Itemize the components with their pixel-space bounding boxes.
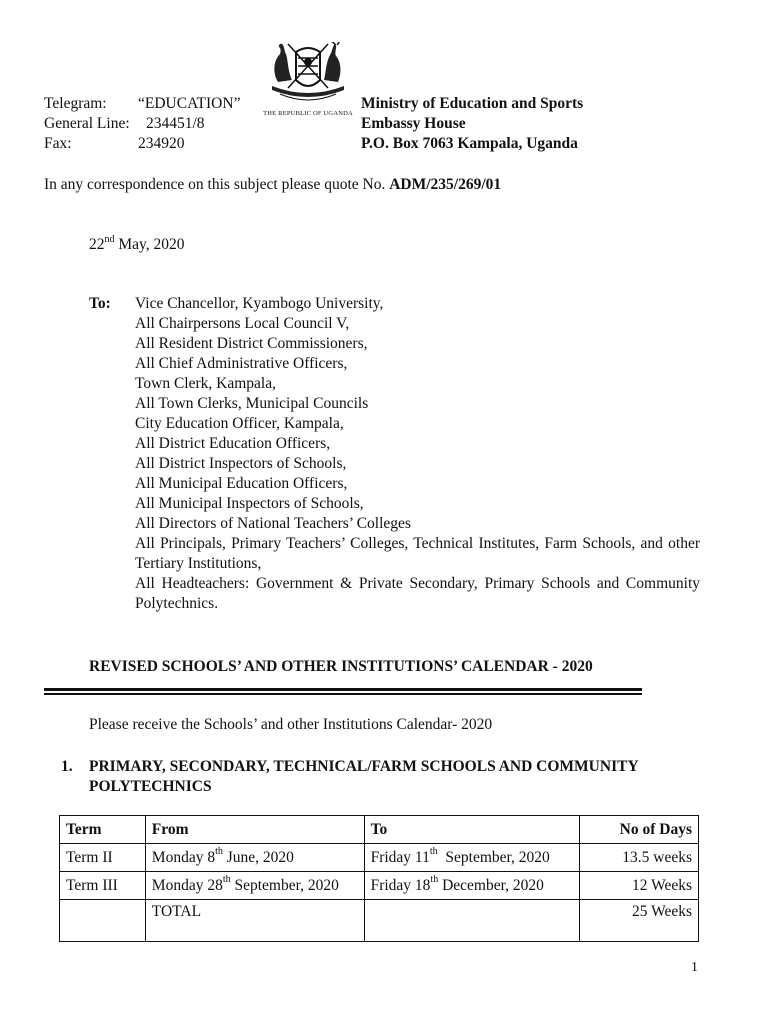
- reference-prefix: In any correspondence on this subject please quote No.: [44, 176, 390, 193]
- cell-empty: [364, 900, 580, 942]
- ministry-address-block: [361, 94, 583, 154]
- table-total-row: [60, 900, 699, 942]
- fax-label: Fax:: [44, 135, 72, 152]
- header-to: To: [364, 816, 580, 844]
- recipient-item: All Municipal Education Officers,: [135, 475, 348, 492]
- total-value: 25 Weeks: [580, 900, 699, 942]
- intro-text: Please receive the Schools’ and other Institutions Calendar- 2020: [89, 716, 493, 733]
- recipient-item: All Resident District Commissioners,: [135, 335, 368, 352]
- table-header-row: [60, 816, 699, 844]
- to-label: To:: [89, 295, 111, 312]
- subject-rule-thick: [44, 688, 642, 691]
- fax-value: 234920: [138, 135, 185, 152]
- date-rest: May, 2020: [114, 236, 185, 253]
- section-title: [89, 757, 639, 797]
- reference-line: [44, 175, 501, 195]
- table-row: [60, 872, 699, 900]
- date-suffix: nd: [104, 233, 115, 245]
- recipient-item: All Directors of National Teachers’ Colleges: [135, 515, 411, 532]
- building-name: Embassy House: [361, 115, 466, 132]
- cell-from: Monday 8th June, 2020: [145, 844, 364, 872]
- telegram-label: Telegram:: [44, 95, 107, 112]
- recipient-item: City Education Officer, Kampala,: [135, 415, 344, 432]
- recipient-item: All District Inspectors of Schools,: [135, 455, 347, 472]
- header-from: From: [145, 816, 364, 844]
- recipient-item: Town Clerk, Kampala,: [135, 375, 276, 392]
- uganda-coat-of-arms-icon: [258, 42, 358, 122]
- date-day: 22: [89, 236, 105, 253]
- cell-to: Friday 18th December, 2020: [364, 872, 580, 900]
- recipient-item: All Chief Administrative Officers,: [135, 355, 348, 372]
- section-title-line: POLYTECHNICS: [89, 778, 212, 795]
- crest-caption: THE REPUBLIC OF UGANDA: [263, 110, 353, 117]
- table-row: [60, 844, 699, 872]
- subject-rule-thin: [44, 693, 642, 695]
- subject-heading: REVISED SCHOOLS’ AND OTHER INSTITUTIONS’ CALENDAR - 2020: [89, 658, 593, 675]
- cell-term: Term III: [60, 872, 146, 900]
- recipient-item: All Municipal Inspectors of Schools,: [135, 495, 364, 512]
- cell-days: 13.5 weeks: [580, 844, 699, 872]
- ministry-name: Ministry of Education and Sports: [361, 95, 584, 112]
- letter-date: [89, 235, 185, 255]
- header-days: No of Days: [580, 816, 699, 844]
- cell-term: Term II: [60, 844, 146, 872]
- recipient-item: All Town Clerks, Municipal Councils: [135, 395, 369, 412]
- cell-to: Friday 11th September, 2020: [364, 844, 580, 872]
- recipient-item: All Principals, Primary Teachers’ Colleges, Technical Institutes, Farm Schools, and other Tertiary Institutions,: [135, 535, 700, 572]
- section-title-line: PRIMARY, SECONDARY, TECHNICAL/FARM SCHOOLS AND COMMUNITY: [89, 758, 639, 775]
- recipient-item: All Chairpersons Local Council V,: [135, 315, 350, 332]
- reference-number: ADM/235/269/01: [389, 176, 502, 193]
- recipient-item: Vice Chancellor, Kyambogo University,: [135, 295, 384, 312]
- section-number: 1.: [61, 758, 73, 775]
- cell-days: 12 Weeks: [580, 872, 699, 900]
- term-calendar-table: [59, 815, 699, 942]
- total-label: TOTAL: [145, 900, 364, 942]
- recipient-item: All District Education Officers,: [135, 435, 331, 452]
- page-number: 1: [691, 960, 698, 975]
- telegram-value: “EDUCATION”: [138, 95, 241, 112]
- header-term: Term: [60, 816, 146, 844]
- recipient-item: All Headteachers: Government & Private Secondary, Primary Schools and Community Polytechnics.: [135, 575, 700, 612]
- recipient-list: [135, 294, 700, 614]
- general-line-value: 234451/8: [146, 115, 205, 132]
- general-line-label: General Line:: [44, 115, 130, 132]
- postal-address: P.O. Box 7063 Kampala, Uganda: [361, 135, 578, 152]
- cell-from: Monday 28th September, 2020: [145, 872, 364, 900]
- cell-empty: [60, 900, 146, 942]
